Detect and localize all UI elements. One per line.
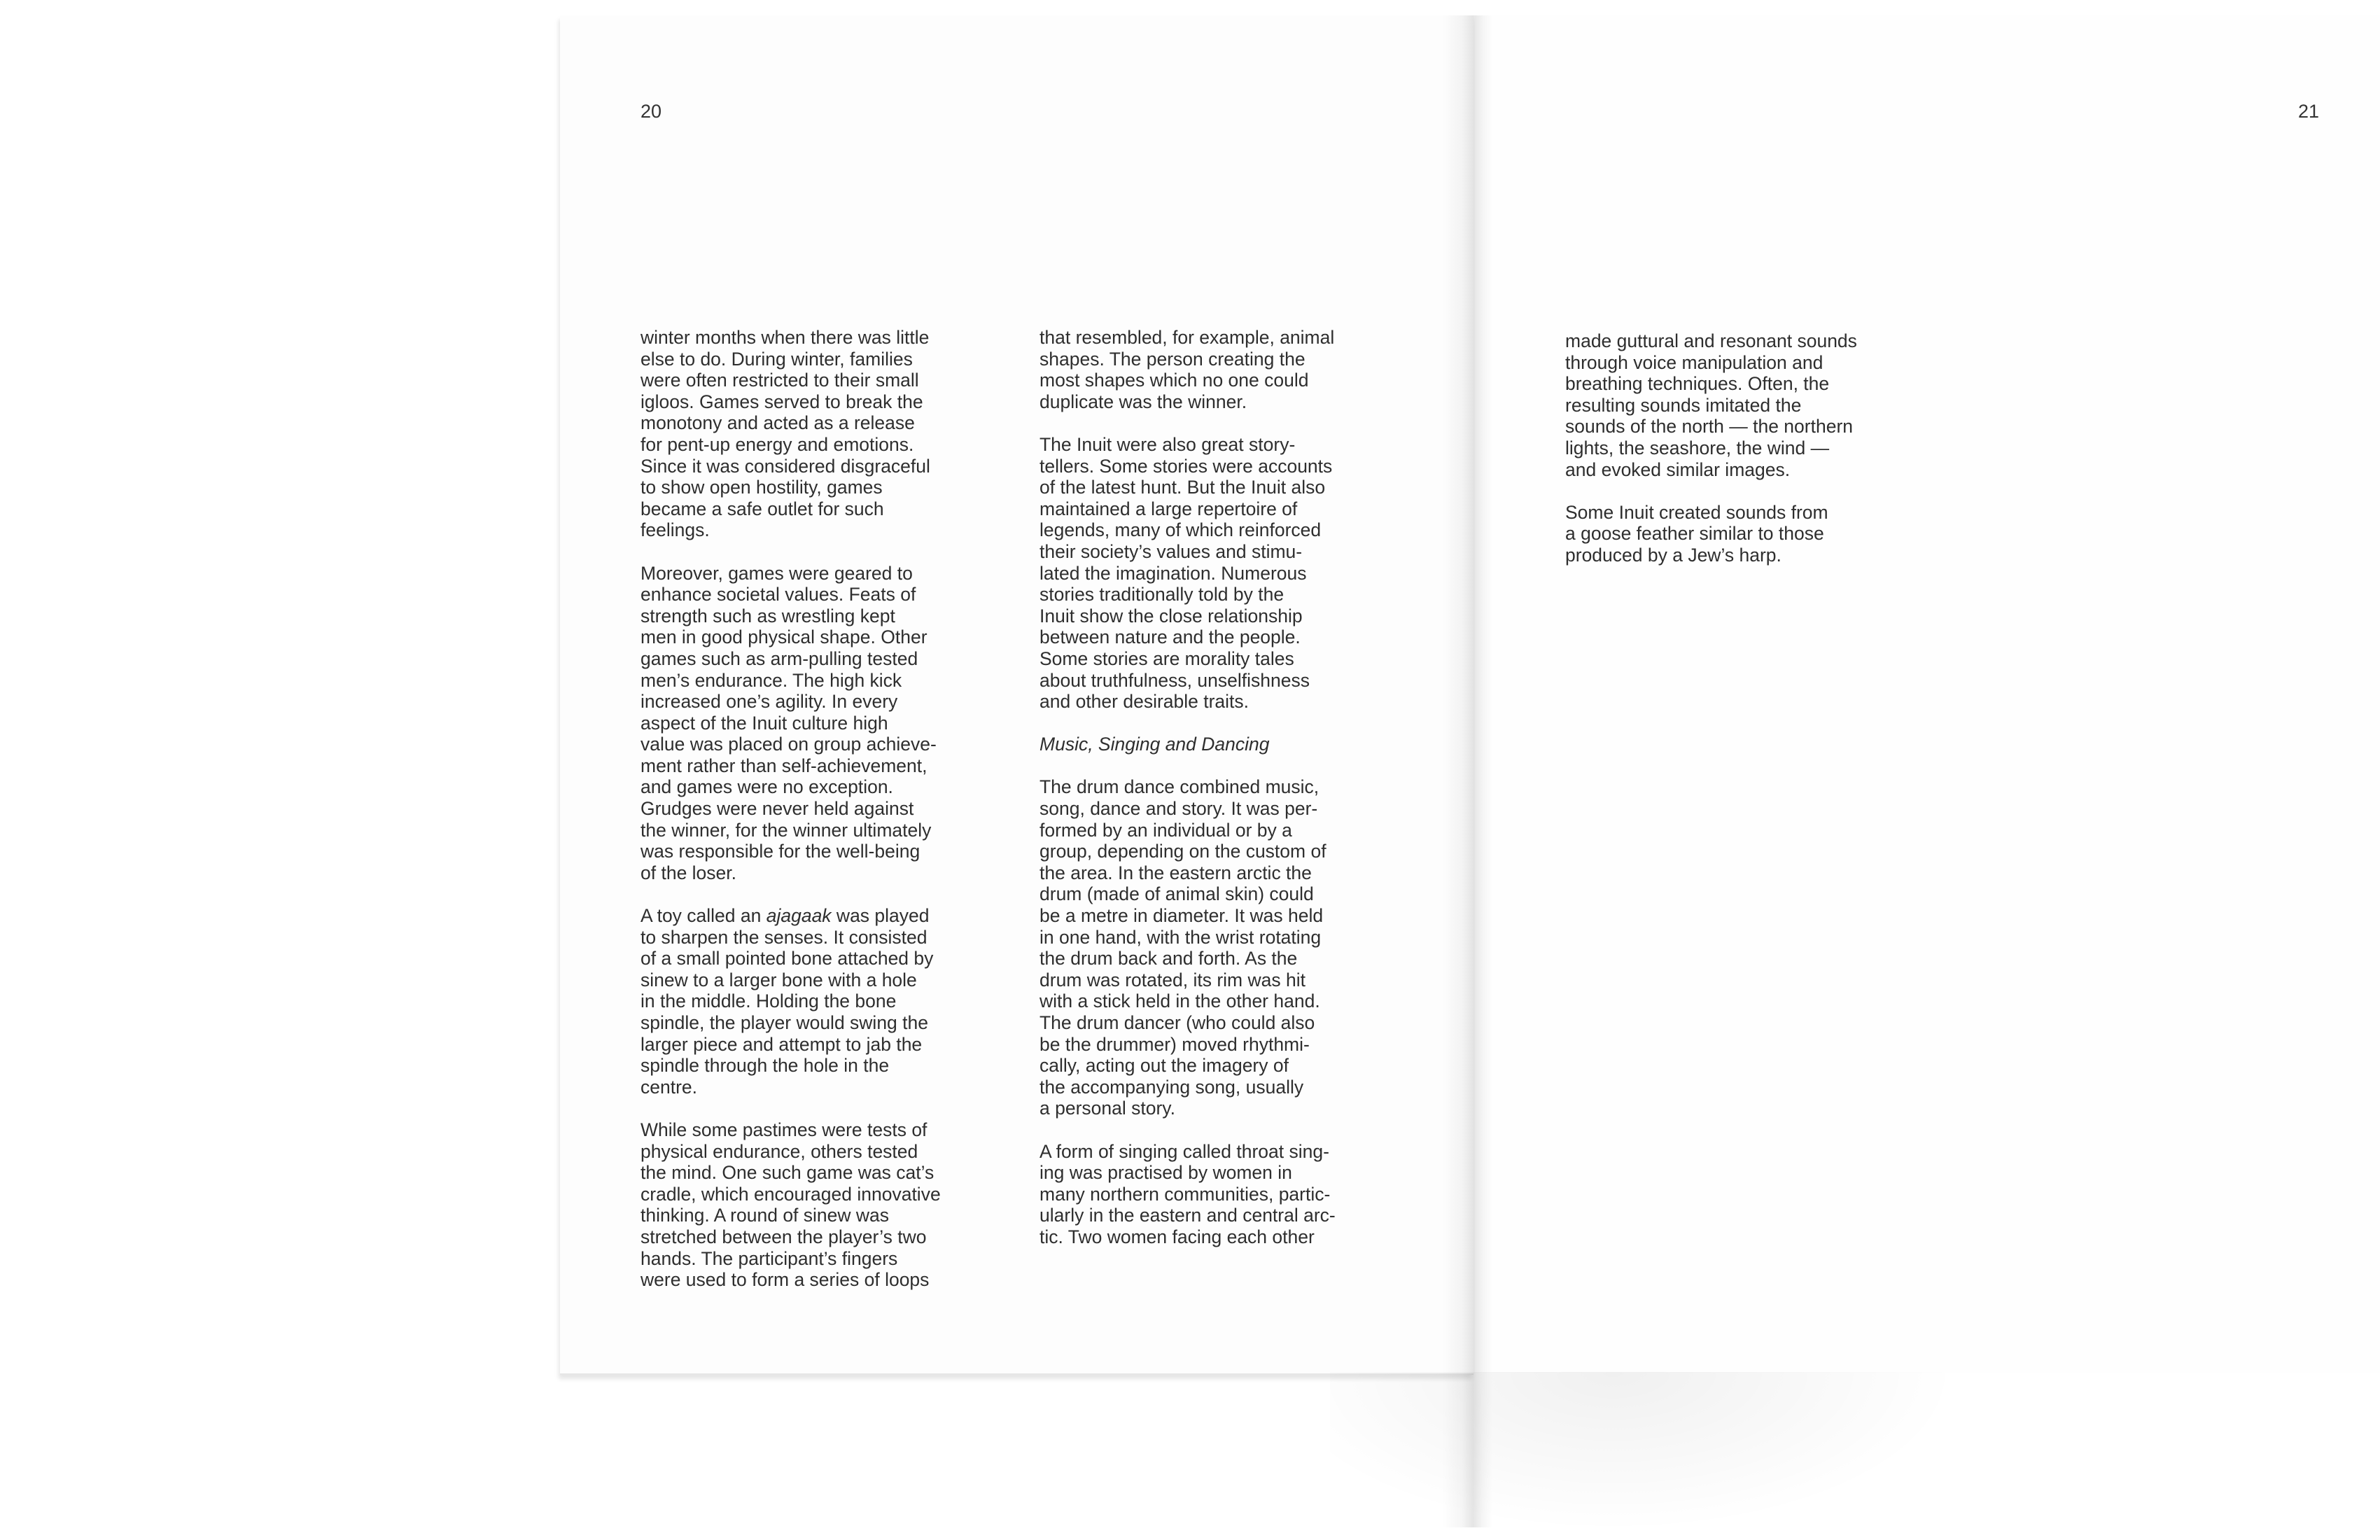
- right-page-column-1: [1565, 330, 1929, 587]
- page-bottom-shadow: [1330, 1372, 1960, 1533]
- paragraph: While some pastimes were tests of physical endurance, others tested the mind. One such game was cat’s cradle, which encouraged innovative thinking. A round of sinew was stretched between the player’s two hands. The participant’s fingers were used to form a series of loops: [640, 1119, 941, 1291]
- paragraph-text: A toy called an: [640, 905, 766, 927]
- paragraph: made guttural and resonant sounds through voice manipulation and breathing techniques. Often, the resulting sounds imitated the sounds of the north — the northern lights, the seashore, the wind — and evoked similar images.: [1565, 330, 1857, 480]
- paragraph: Moreover, games were geared to enhance societal values. Feats of strength such as wrestling kept men in good physical shape. Other games such as arm-pulling tested men’s endurance. The high kick increased one’s agility. In every aspect of the Inuit culture high value was placed on group achieve- ment rather than self-achievement, and games were no exception. Grudges were never held against the winner, for the winner ultimately was responsible for the well-being of the loser.: [640, 562, 937, 883]
- page-number-left: 20: [640, 101, 662, 122]
- left-page-column-2: [1040, 327, 1404, 1269]
- right-page: [1476, 15, 2380, 1373]
- left-page-column-1: [640, 327, 1004, 1312]
- section-heading: Music, Singing and Dancing: [1040, 734, 1270, 755]
- book-spine-shadow: [1442, 15, 1492, 1527]
- paragraph: winter months when there was little else to do. During winter, families were often restricted to their small igloos. Games served to break the monotony and acted as a release for pent-up energy and emotions. Since it was considered disgraceful to show open hostility, games became a safe outlet for such feelings.: [640, 327, 930, 541]
- paragraph: Some Inuit created sounds from a goose feather similar to those produced by a Jew’s harp.: [1565, 501, 1828, 566]
- italic-term: ajagaak: [766, 905, 832, 927]
- paragraph: The drum dance combined music, song, dance and story. It was per- formed by an individual or by a group, depending on the custom of the area. In the eastern arctic the drum (made of animal skin) could be a metre in diameter. It was held in one hand, with the wrist rotating the drum back and forth. As the drum was rotated, its rim was hit with a stick held in the other hand. The drum dancer (who could also be the drummer) moved rhythmi- cally, acting out the imagery of the accompanying song, usually a personal story.: [1040, 776, 1326, 1119]
- page-number-right: 21: [2298, 101, 2320, 122]
- paragraph-ajagaak: [640, 905, 1004, 1098]
- paragraph: A form of singing called throat sing- ing was practised by women in many northern communities, partic- ularly in the eastern and central arc- tic. Two women facing each other: [1040, 1140, 1336, 1247]
- paragraph-text: was played to sharpen the senses. It consisted of a small pointed bone attached by sinew to a larger bone with a hole in the middle. Holding the bone spindle, the player would swing the larger piece and attempt to jab the spindle through the hole in the centre.: [640, 905, 934, 1098]
- paragraph: The Inuit were also great story- tellers. Some stories were accounts of the latest hunt. But the Inuit also maintained a large repertoire of legends, many of which reinforced their society’s values and stimu- lated the imagination. Numerous stories traditionally told by the Inuit show the close relationship between nature and the people. Some stories are morality tales about truthfulness, unselfishness and other desirable traits.: [1040, 433, 1333, 713]
- paragraph: that resembled, for example, animal shapes. The person creating the most shapes which no one could duplicate was the winner.: [1040, 327, 1335, 412]
